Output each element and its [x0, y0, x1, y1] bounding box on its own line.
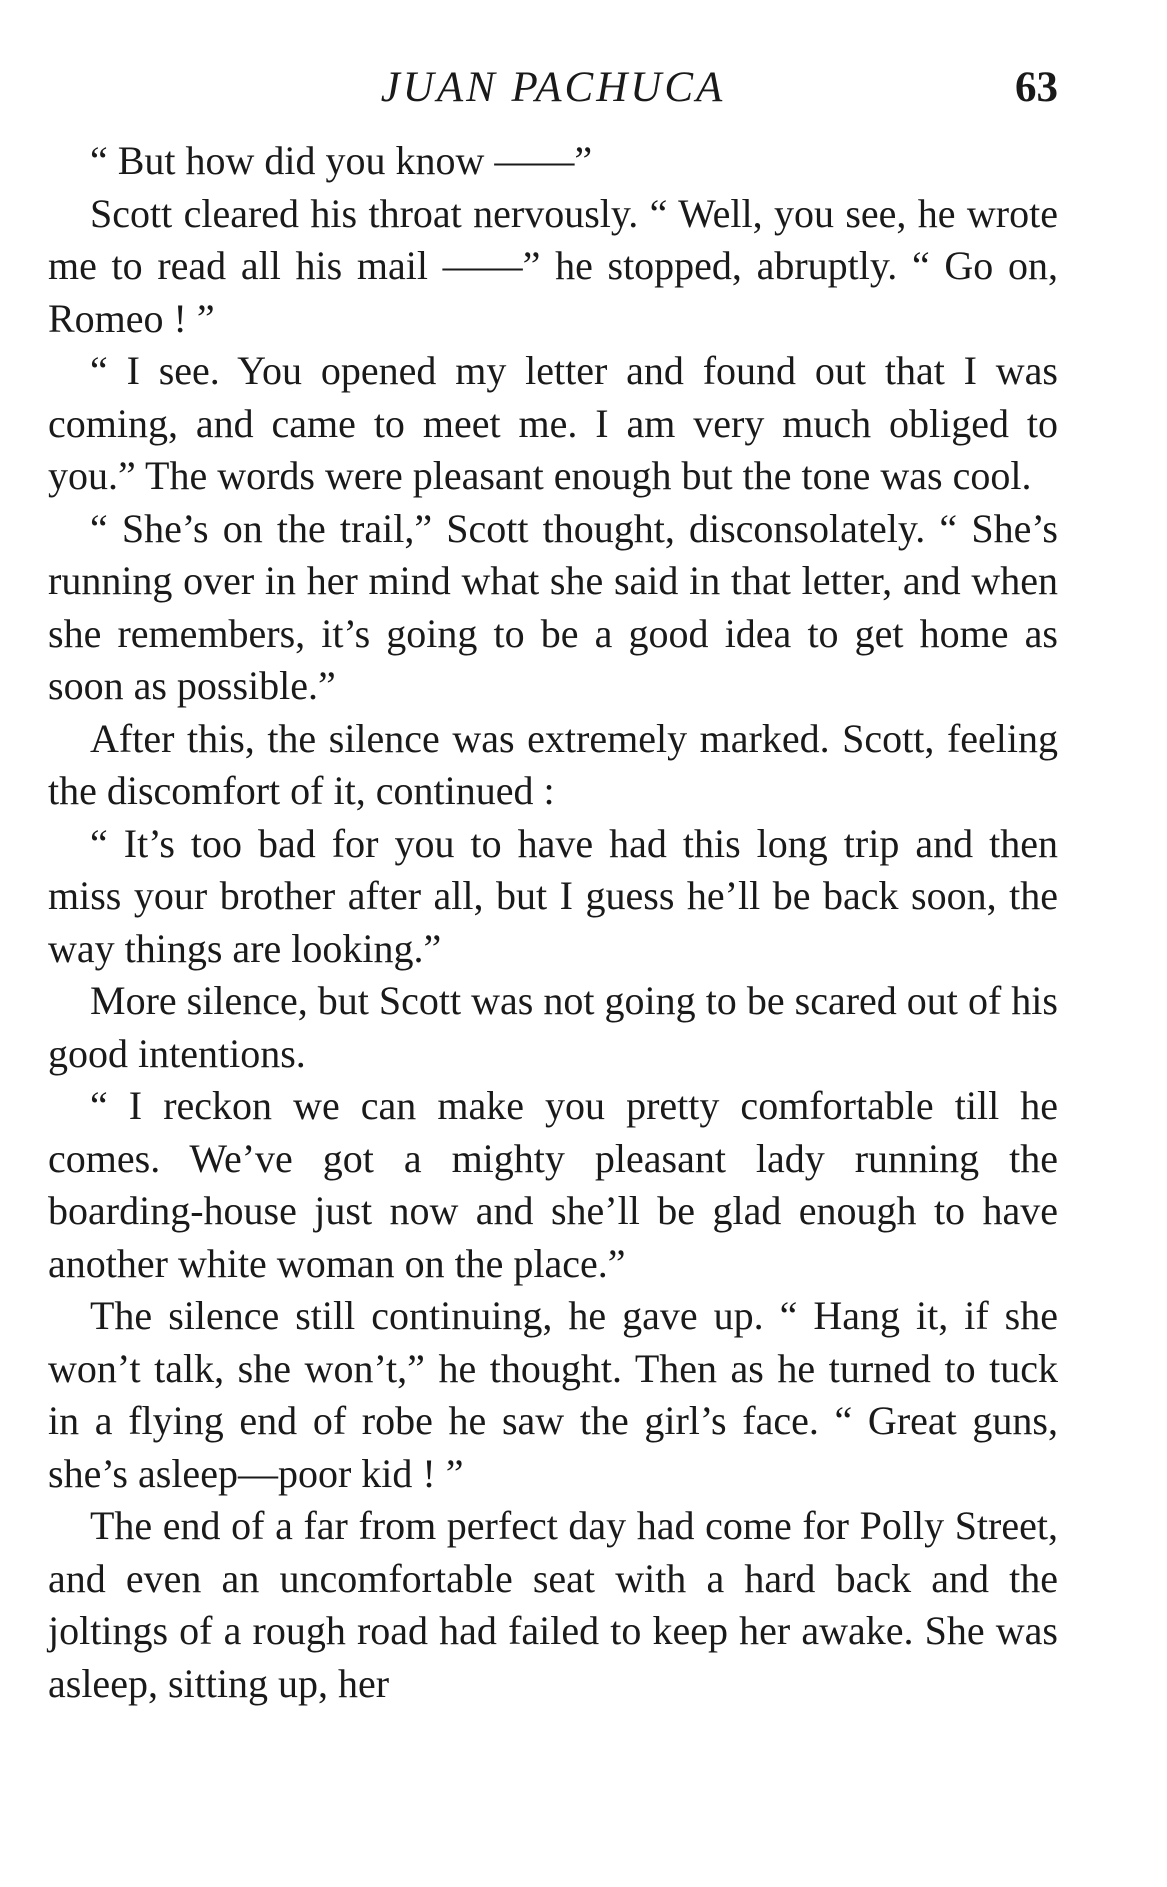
- paragraph-5: After this, the silence was extremely marked. Scott, feeling the discomfort of it, continued :: [48, 715, 1058, 813]
- body-text: [48, 135, 1058, 1710]
- paragraph-9: The silence still continuing, he gave up. “ Hang it, if she won’t talk, she won’t,” he thought. Then as he turned to tuck in a flying end of robe he saw the girl’s face. “ Great guns, she’s asleep—poor kid ! ”: [48, 1293, 1058, 1496]
- paragraph-7: More silence, but Scott was not going to be scared out of his good intentions.: [48, 978, 1058, 1076]
- paragraph-4: “ She’s on the trail,” Scott thought, disconsolately. “ She’s running over in her mind what she said in that letter, and when she remembers, it’s going to be a good idea to get home as soon as possible.”: [48, 505, 1058, 708]
- paragraph-10: The end of a far from perfect day had come for Polly Street, and even an uncomfortable seat with a hard back and the joltings of a rough road had failed to keep her awake. She was asleep, sitting up, her: [48, 1503, 1058, 1706]
- running-title: JUAN PACHUCA: [380, 64, 726, 111]
- paragraph-2: Scott cleared his throat nervously. “ Well, you see, he wrote me to read all his mail ——” he stopped, abruptly. “ Go on, Romeo ! ”: [48, 190, 1058, 341]
- paragraph-3: “ I see. You opened my letter and found out that I was coming, and came to meet me. I am very much obliged to you.” The words were pleasant enough but the tone was cool.: [48, 348, 1058, 498]
- paragraph-1: “ But how did you know ——”: [90, 138, 593, 183]
- running-head: [48, 58, 1058, 118]
- paragraph-8: “ I reckon we can make you pretty comfortable till he comes. We’ve got a mighty pleasant lady running the boarding-house just now and she’ll be glad enough to have another white woman on the place.”: [48, 1083, 1058, 1286]
- page-number: 63: [1015, 64, 1058, 111]
- paragraph-6: “ It’s too bad for you to have had this long trip and then miss your brother after all, but I guess he’ll be back soon, the way things are looking.”: [48, 820, 1058, 971]
